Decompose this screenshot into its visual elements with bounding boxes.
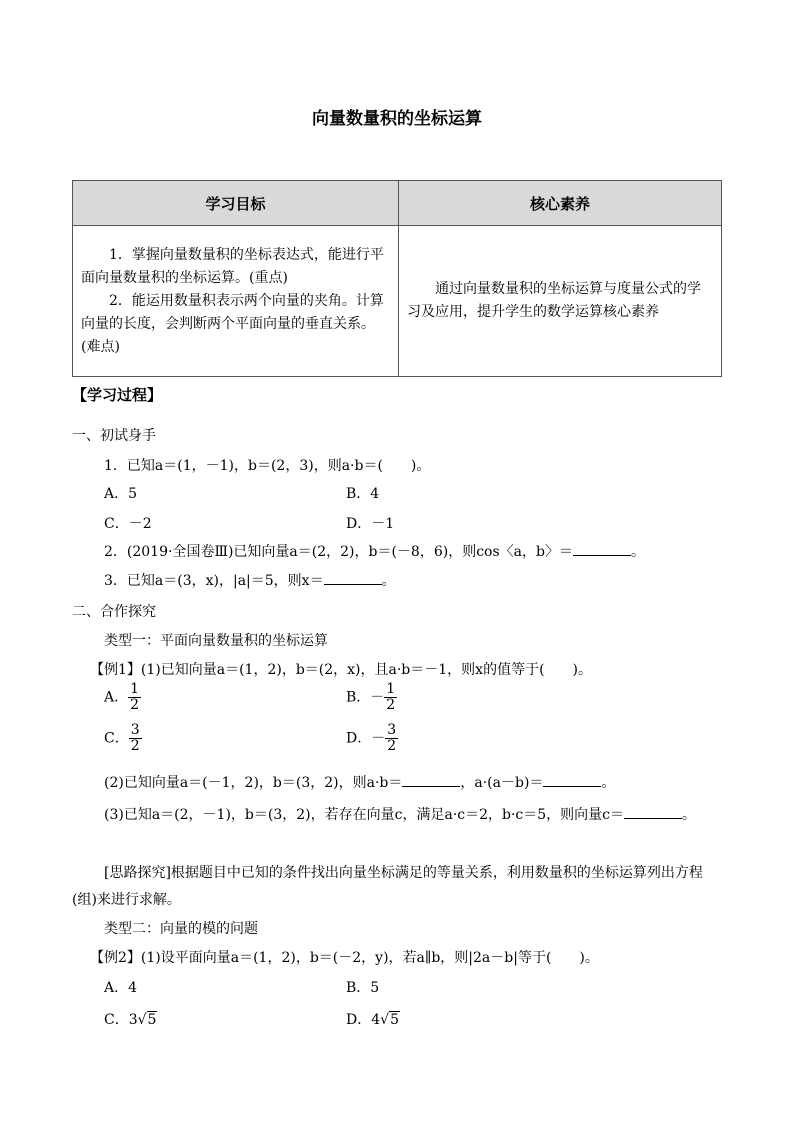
ex2-option-c (104, 1009, 157, 1029)
sqrt-icon: √ (137, 1012, 147, 1028)
fraction (385, 723, 398, 754)
option-label: C． (104, 730, 129, 747)
ex1-option-b (346, 682, 397, 713)
question-3-text: 3．已知a＝(3，x)，|a|＝5，则x＝ (104, 573, 324, 589)
root-value: 5 (147, 1012, 157, 1028)
section-1-heading: 一、初试身手 (72, 428, 156, 444)
option-label: D．－ (346, 730, 386, 747)
process-heading: 【学习过程】 (72, 386, 163, 404)
header-core-literacy: 核心素养 (399, 181, 722, 226)
numerator: 1 (130, 681, 140, 697)
numerator: 3 (130, 722, 140, 738)
fraction (384, 682, 397, 713)
period: 。 (381, 573, 396, 589)
approach-note: [思路探究]根据题目中已知的条件找出向量坐标满足的等量关系，利用数量积的坐标运算列出方程(组)来进行求解。 (72, 865, 703, 908)
ex2-option-d (346, 1009, 400, 1029)
header-learning-goals: 学习目标 (73, 181, 399, 226)
part-2-text-b: ，a·(a－b)＝ (460, 775, 544, 791)
option-label: D．4 (346, 1012, 381, 1028)
answer-blank[interactable] (324, 570, 382, 585)
answer-blank[interactable] (402, 772, 460, 787)
fraction (128, 682, 141, 713)
denominator: 2 (130, 697, 140, 713)
fraction (129, 723, 142, 754)
option-label: C．3 (104, 1012, 138, 1028)
example-1-part-3 (72, 801, 722, 830)
type-2-heading: 类型二：向量的模的问题 (104, 921, 258, 937)
q1-option-b: B．4 (346, 486, 380, 502)
ex2-option-a: A．4 (104, 980, 138, 996)
q1-option-a: A．5 (104, 486, 138, 502)
denominator: 2 (130, 738, 140, 754)
example-1-part-1: 【例1】(1)已知向量a＝(1，2)，b＝(2，x)，且a·b＝－1，则x的值等于( )。 (90, 662, 592, 678)
part-3-text: (3)已知a＝(2，－1)，b＝(3，2)，若存在向量c，满足a·c＝2，b·c＝5，则向量c＝ (104, 807, 625, 823)
q1-option-d: D．－1 (346, 516, 395, 532)
question-3 (104, 570, 396, 590)
option-label: A． (104, 689, 129, 706)
period: 。 (630, 544, 645, 560)
question-1: 1．已知a＝(1，－1)，b＝(2，3)，则a·b＝( )。 (104, 458, 431, 474)
numerator: 3 (387, 722, 397, 738)
period: 。 (601, 775, 616, 791)
ex1-option-c (104, 723, 142, 754)
literacy-text: 通过向量数量积的坐标运算与度量公式的学习及应用，提升学生的数学运算核心素养 (407, 281, 701, 320)
period: 。 (682, 807, 697, 823)
example-2-part-1: 【例2】(1)设平面向量a＝(1，2)，b＝(－2，y)，若a∥b，则|2a－b|等于( )。 (90, 950, 599, 966)
ex2-option-b: B．5 (346, 980, 380, 996)
sqrt-icon: √ (380, 1012, 390, 1028)
numerator: 1 (386, 681, 396, 697)
answer-blank[interactable] (573, 541, 631, 556)
answer-blank[interactable] (624, 804, 682, 819)
option-label: B．－ (346, 689, 385, 706)
goal-1: 1．掌握向量数量积的坐标表达式，能进行平面向量数量积的坐标运算。(重点) (81, 246, 384, 286)
q1-option-c: C．－2 (104, 516, 152, 532)
goal-2: 2．能运用数量积表示两个向量的夹角。计算向量的长度，会判断两个平面向量的垂直关系。(难点) (81, 292, 384, 355)
objectives-table (72, 180, 722, 377)
learning-goals-cell (73, 226, 399, 377)
question-2-text: 2．(2019·全国卷Ⅲ)已知向量a＝(2，2)，b＝(－8，6)，则cos〈a，b〉＝ (104, 544, 573, 560)
page-title: 向量数量积的坐标运算 (312, 109, 482, 129)
denominator: 2 (387, 738, 397, 754)
denominator: 2 (386, 697, 396, 713)
question-2 (104, 541, 645, 561)
ex1-option-d (346, 723, 398, 754)
root-value: 5 (390, 1012, 399, 1028)
example-1-part-2 (104, 772, 615, 792)
ex1-option-a (104, 682, 141, 713)
section-2-heading: 二、合作探究 (72, 604, 156, 620)
answer-blank[interactable] (543, 772, 601, 787)
type-1-heading: 类型一：平面向量数量积的坐标运算 (104, 633, 328, 649)
core-literacy-cell (399, 226, 722, 377)
part-2-text: (2)已知向量a＝(－1，2)，b＝(3，2)，则a·b＝ (104, 775, 403, 791)
